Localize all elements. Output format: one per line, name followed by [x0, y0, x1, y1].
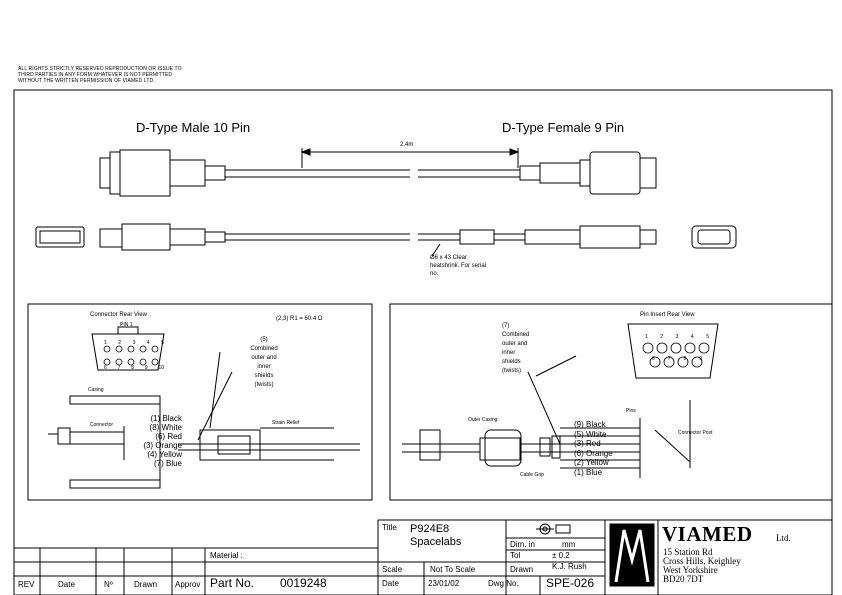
wire-label: (8) White — [149, 423, 182, 432]
pin-number: 4 — [146, 340, 150, 346]
right-shield-note — [502, 322, 529, 376]
left-wire-list — [138, 414, 182, 468]
dim-in-value: mm — [562, 540, 576, 549]
drawn-label: Drawn — [510, 565, 534, 574]
wire-label: (9) Black — [574, 420, 606, 429]
drawn-by-value: K.J. Rush — [552, 562, 587, 571]
strain-relief-label: Strain Relief — [272, 420, 300, 426]
date-value: 23/01/02 — [428, 579, 460, 588]
rev-header: REV — [18, 580, 35, 589]
note-line: outer and — [502, 341, 528, 347]
pin-number: 10 — [158, 365, 164, 371]
cable-top-view — [36, 224, 736, 256]
pin-insert-rear-view-title: Pin Insert Rear View — [640, 312, 695, 318]
left-bottom-pin-numbers — [104, 365, 164, 371]
pin-number: 4 — [690, 334, 694, 340]
pin-number: 9 — [144, 365, 148, 371]
wire-label: (6) Orange — [574, 448, 613, 458]
note-line: (twists) — [254, 382, 274, 388]
wire-label: (5) White — [574, 429, 607, 439]
pin-number: 9 — [699, 356, 702, 362]
left-connector-title: D-Type Male 10 Pin — [136, 120, 251, 135]
r1-note: (2,3) R1 = 60.4 Ω — [276, 316, 323, 322]
copyright-line: ALL RIGHTS STRICTLY RESERVED REPRODUCTION OR ISSUE TO — [18, 66, 182, 72]
pin-number: 8 — [131, 365, 134, 371]
note-line: Combined — [250, 346, 278, 352]
date-label: Date — [382, 579, 399, 588]
note-line: inner — [257, 364, 271, 370]
pin1-label: PIN 1 — [120, 322, 133, 328]
dwg-no-label: Dwg No. — [488, 579, 519, 588]
pin-number: 2 — [118, 340, 122, 346]
note-line: shields — [254, 373, 274, 379]
wire-label: (1) Blue — [574, 467, 603, 477]
dwg-no-value: SPE-026 — [546, 576, 595, 590]
wire-label: (3) Red — [574, 439, 601, 448]
pin-number: 1 — [645, 334, 648, 340]
rev-number-header: Nº — [104, 580, 113, 589]
wire-label: (1) Black — [150, 414, 182, 423]
pin-number: 5 — [161, 340, 164, 346]
rev-date-header: Date — [58, 580, 75, 589]
wire-label: (2) Yellow — [574, 458, 609, 467]
pin-number: 2 — [660, 334, 664, 340]
material-label: Material : — [210, 551, 243, 560]
cable-grip-label: Cable Grip — [520, 472, 544, 478]
part-no-value: 0019248 — [280, 576, 327, 590]
pin-number: 3 — [675, 334, 679, 340]
connector-rear-view-title: Connector Rear View — [90, 312, 147, 318]
heatshrink-line: heatshrink. For serial — [430, 263, 487, 269]
pin-number: 6 — [652, 356, 655, 362]
pin-number: 7 — [667, 356, 671, 362]
pin-number: 1 — [104, 340, 107, 346]
cable-side-view — [100, 148, 656, 196]
part-no-label: Part No. — [210, 576, 255, 590]
pin-number: 6 — [104, 365, 107, 371]
wire-label: (7) Blue — [153, 459, 182, 468]
copyright-line: THIRD PARTIES IN ANY FORM WHATEVER IS NOT PERMITTED — [18, 72, 173, 78]
scale-label: Scale — [382, 565, 403, 574]
note-line: (5) — [260, 337, 268, 343]
heatshrink-note — [430, 254, 486, 278]
note-line: inner — [502, 350, 516, 356]
pin-number: 8 — [683, 356, 687, 362]
right-wire-list — [574, 420, 613, 477]
company-address — [663, 548, 741, 584]
cable-length-dimension: 2.4m — [400, 142, 414, 148]
rev-drawn-header: Drawn — [134, 580, 158, 589]
wire-label: (6) Red — [155, 432, 182, 441]
note-line: (7) — [502, 323, 510, 329]
address-line: Cross Hills, Keighley — [663, 556, 741, 566]
pin-number: 3 — [132, 340, 136, 346]
connector-post-label: Connector Post — [678, 430, 713, 436]
title-label: Title — [382, 523, 397, 532]
dim-in-label: Dim. in — [510, 540, 535, 549]
note-line: outer and — [251, 355, 277, 361]
connector-label: Connector — [90, 422, 114, 428]
note-line: (twists) — [502, 368, 521, 374]
note-line: Combined — [502, 332, 530, 338]
copyright-line: WITHOUT THE WRITTEN PERMISSION OF VIAMED LTD. — [18, 78, 155, 84]
viamed-logo — [610, 524, 654, 586]
address-line: West Yorkshire — [663, 565, 718, 575]
wire-label: (3) Orange — [143, 441, 182, 450]
right-connector-title: D-Type Female 9 Pin — [502, 120, 625, 135]
rev-approved-header: Approv — [175, 580, 201, 589]
address-line: BD20 7DT — [663, 574, 704, 584]
left-panel-linework — [28, 304, 372, 500]
pins-label: Pins — [626, 408, 636, 414]
outer-casing-label: Outer Casing — [468, 417, 498, 423]
drawing-title — [410, 523, 461, 549]
left-top-pin-numbers — [104, 340, 164, 346]
casing-label: Casing — [88, 387, 104, 393]
note-line: shields — [502, 359, 521, 365]
heatshrink-line: no. — [430, 271, 439, 277]
pin-number: 7 — [117, 365, 121, 371]
address-line: 15 Station Rd — [663, 547, 713, 557]
tol-value: ± 0.2 — [552, 551, 570, 560]
pin-number: 5 — [706, 334, 709, 340]
company-suffix: Ltd. — [776, 533, 791, 543]
heatshrink-line: Ø6 x 43 Clear — [430, 255, 468, 261]
right-bottom-pin-numbers — [652, 356, 702, 362]
wire-label: (4) Yellow — [147, 450, 182, 459]
company-name: VIAMED — [662, 522, 753, 546]
title-line: Spacelabs — [410, 536, 462, 548]
tol-label: Tol — [510, 551, 521, 560]
scale-value: Not To Scale — [430, 565, 476, 574]
left-shield-note — [240, 336, 288, 390]
right-top-pin-numbers — [645, 334, 709, 340]
title-line: P924E8 — [410, 523, 450, 535]
pin-circles — [104, 343, 709, 367]
